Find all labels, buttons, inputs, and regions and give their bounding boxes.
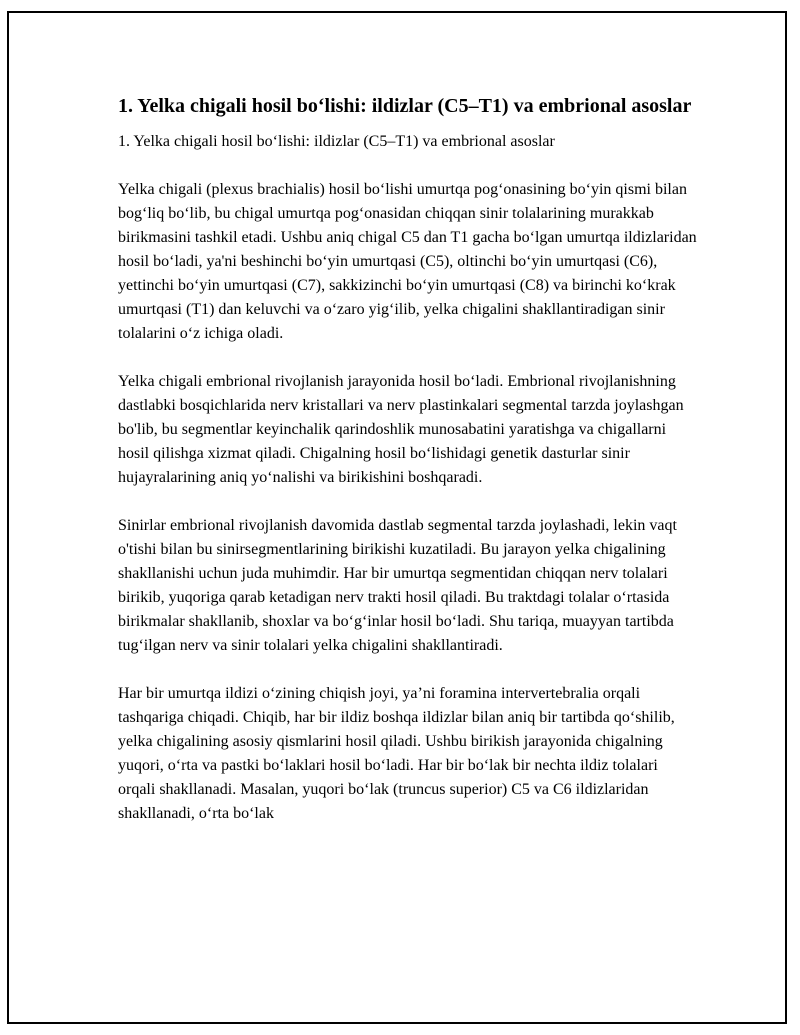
document-body: [118, 92, 698, 850]
document-subheading: 1. Yelka chigali hosil bo‘lishi: ildizlar (C5–T1) va embrional asoslar: [118, 133, 555, 150]
document-heading: 1. Yelka chigali hosil bo‘lishi: ildizlar (C5–T1) va embrional asoslar: [118, 95, 692, 117]
paragraph-1: Yelka chigali (plexus brachialis) hosil bo‘lishi umurtqa pog‘onasining bo‘yin qismi bilan bog‘liq bo‘lib, bu chigal umurtqa pog‘onasidan chiqqan sinir tolalarining murakkab birikmasini tashkil etadi. Ushbu aniq chigal C5 dan T1 gacha bo‘lgan umurtqa ildizlaridan hosil bo‘ladi, ya'ni beshinchi bo‘yin umurtqasi (C5), oltinchi bo‘yin umurtqasi (C6), yettinchi bo‘yin umurtqasi (C7), sakkizinchi bo‘yin umurtqasi (C8) va birinchi ko‘krak umurtqasi (T1) dan keluvchi va o‘zaro yig‘ilib, yelka chigalini shakllantiradigan sinir tolalarini o‘z ichiga oladi.: [118, 181, 697, 342]
paragraph-3: Sinirlar embrional rivojlanish davomida dastlab segmental tarzda joylashadi, lekin vaqt o'tishi bilan bu sinirsegmentlarining birikishi kuzatiladi. Bu jarayon yelka chigalining shakllanishi uchun juda muhimdir. Har bir umurtqa segmentidan chiqqan nerv tolalari birikib, yuqoriga qarab ketadigan nerv trakti hosil qiladi. Bu traktdagi tolalar o‘rtasida birikmalar shakllanib, shoxlar va bo‘g‘inlar hosil bo‘ladi. Shu tariqa, muayyan tartibda tug‘ilgan nerv va sinir tolalari yelka chigalini shakllantiradi.: [118, 517, 677, 654]
paragraph-2: Yelka chigali embrional rivojlanish jarayonida hosil bo‘ladi. Embrional rivojlanishning dastlabki bosqichlarida nerv kristallari va nerv plastinkalari segmental tarzda joylashgan bo'lib, bu segmentlar keyinchalik qarindoshlik munosabatini yaratishga va chigallarni hosil qilishga xizmat qiladi. Chigalning hosil bo‘lishidagi genetik dasturlar sinir hujayralarining aniq yo‘nalishi va birikishini boshqaradi.: [118, 373, 684, 486]
paragraph-4: Har bir umurtqa ildizi o‘zining chiqish joyi, ya’ni foramina intervertebralia orqali tashqariga chiqadi. Chiqib, har bir ildiz boshqa ildizlar bilan aniq bir tartibda qo‘shilib, yelka chigalining asosiy qismlarini hosil qiladi. Ushbu birikish jarayonida chigalning yuqori, o‘rta va pastki bo‘laklari hosil bo‘ladi. Har bir bo‘lak bir nechta ildiz tolalari orqali shakllanadi. Masalan, yuqori bo‘lak (truncus superior) C5 va C6 ildizlaridan shakllanadi, o‘rta bo‘lak: [118, 685, 675, 822]
